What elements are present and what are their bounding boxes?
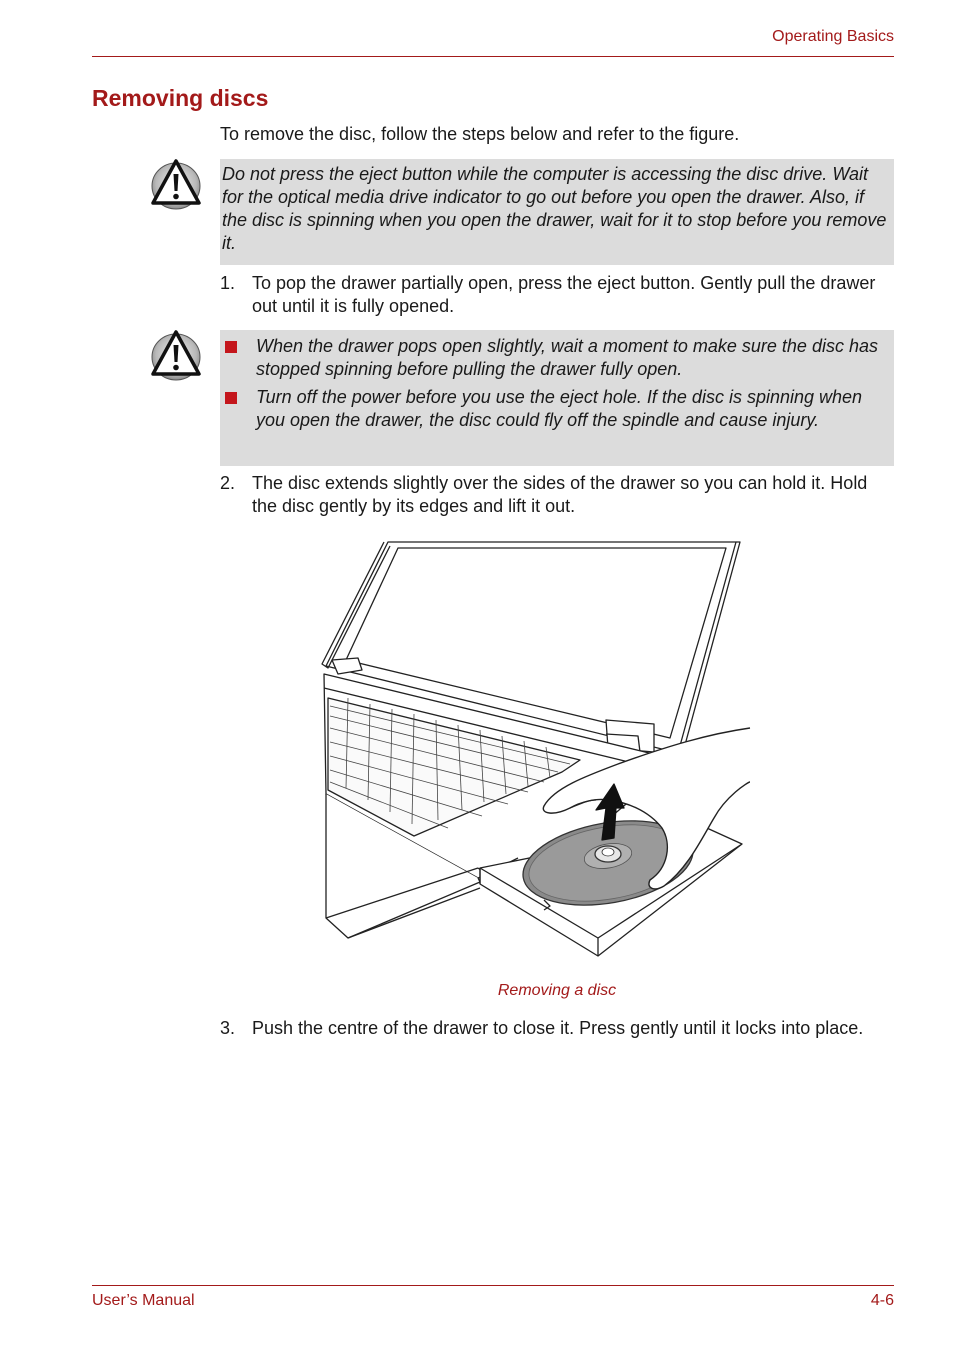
warning-triangle-icon — [150, 157, 202, 211]
step-text: Push the centre of the drawer to close it. Press gently until it locks into place. — [252, 1018, 864, 1038]
page-title: Removing discs — [92, 85, 269, 111]
intro-paragraph: To remove the disc, follow the steps below and refer to the figure. — [220, 124, 740, 144]
step-2 — [220, 472, 894, 518]
step-number: 2. — [220, 473, 236, 493]
step-3 — [220, 1017, 894, 1040]
caution-text-1: Do not press the eject button while the computer is accessing the disc drive. Wait for the optical media drive indicator to go out before you open the drawer. Also, if the disc is spinning when you open the drawer, wait for it to stop before you remove it. — [222, 164, 887, 253]
caution-note-1 — [220, 159, 894, 265]
step-number: 1. — [220, 273, 236, 293]
caution-bullet-text: Turn off the power before you use the eject hole. If the disc is spinning when you open the drawer, the disc could fly off the spindle and cause injury. — [256, 387, 863, 430]
page-number: 4-6 — [870, 1292, 894, 1309]
warning-triangle-icon — [150, 328, 202, 382]
figure-caption: Removing a disc — [497, 982, 617, 999]
removing-disc-illustration — [318, 538, 754, 958]
caution-bullet — [222, 386, 892, 432]
step-number: 3. — [220, 1018, 236, 1038]
footer-manual-name: User’s Manual — [92, 1292, 195, 1309]
header-section-name: Operating Basics — [772, 28, 894, 45]
step-text: To pop the drawer partially open, press the eject button. Gently pull the drawer out until it is fully opened. — [252, 273, 876, 316]
footer-rule — [92, 1285, 894, 1286]
caution-bullet-text: When the drawer pops open slightly, wait a moment to make sure the disc has stopped spinning before pulling the drawer fully open. — [256, 336, 878, 379]
bullet-square-icon — [225, 392, 237, 404]
step-1 — [220, 272, 894, 318]
header-rule — [92, 56, 894, 57]
bullet-square-icon — [225, 341, 237, 353]
caution-note-2 — [220, 330, 894, 466]
step-text: The disc extends slightly over the sides of the drawer so you can hold it. Hold the disc gently by its edges and lift it out. — [252, 473, 868, 516]
caution-bullet — [222, 335, 892, 381]
